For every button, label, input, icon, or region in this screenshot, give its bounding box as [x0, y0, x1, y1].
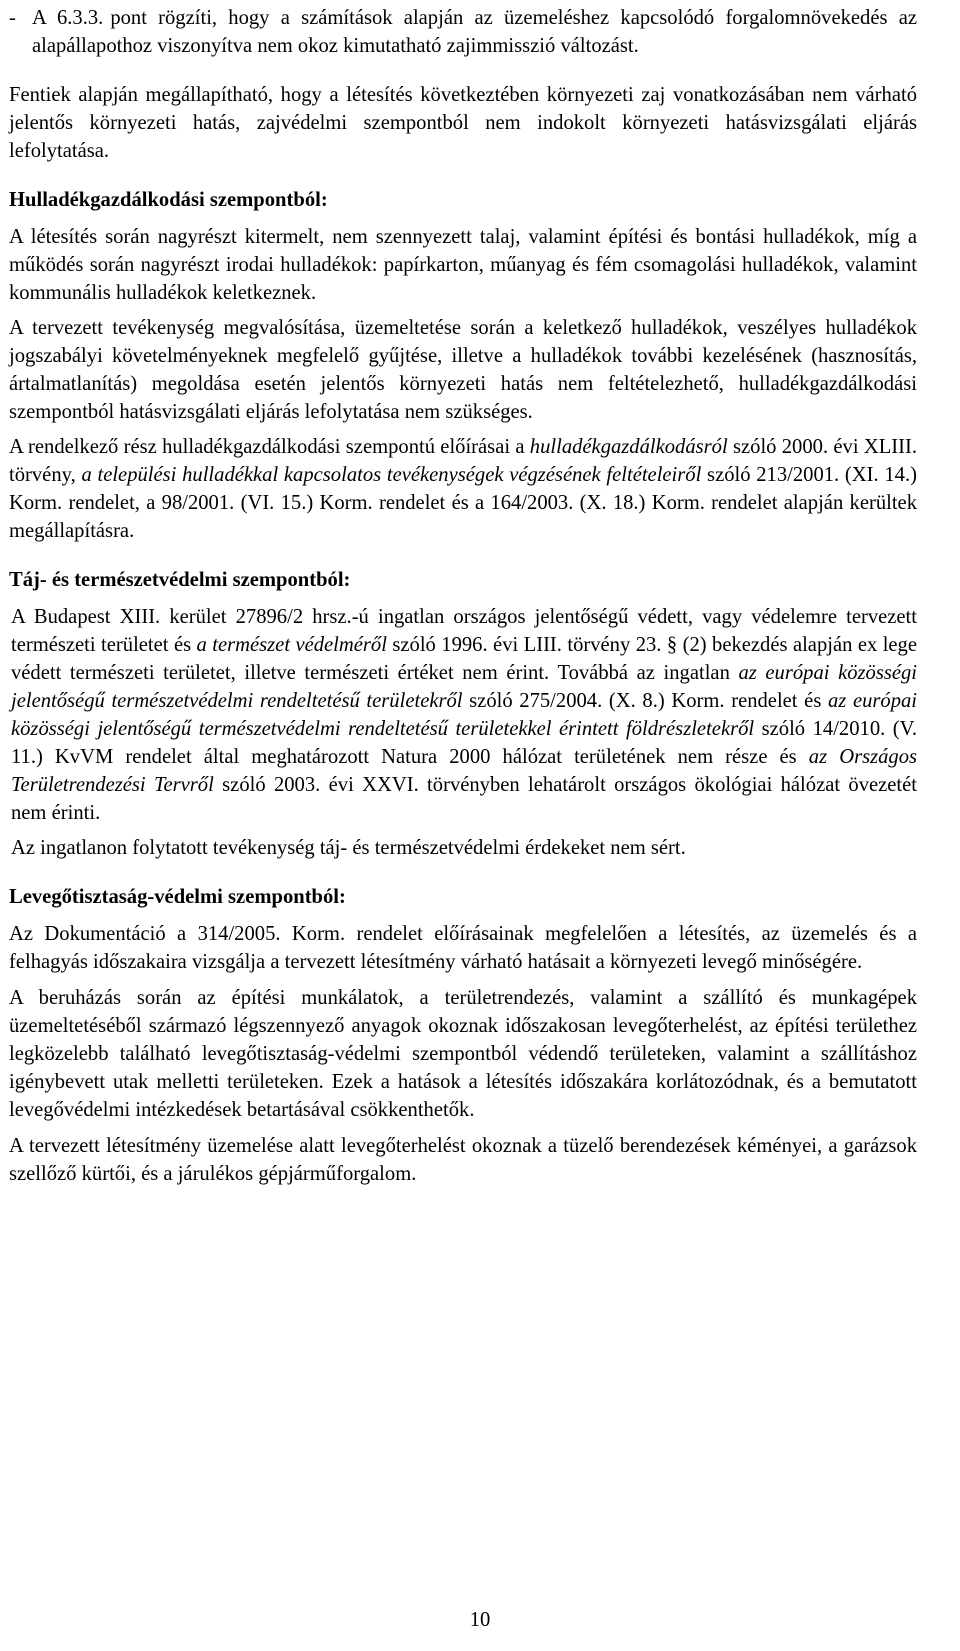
- list-item-text: [32, 4, 917, 60]
- page-number: 10: [469, 1609, 491, 1631]
- waste-paragraph-1: A létesítés során nagyrészt kitermelt, nem szennyezett talaj, valamint építési és bontási hulladékok, míg a működés során nagyrészt irodai hulladékok: papírkarton, műanyag és fém csomagolási hulladékok, valamint kommunális hulladékok keletkeznek.: [9, 226, 917, 304]
- waste-paragraph-3: [9, 433, 917, 545]
- nature-p1-h: az Országos Területrendezési Tervről: [11, 746, 918, 796]
- nature-p1-d: az európai közösségi jelentőségű természetvédelmi rendeltetésű területekről: [11, 662, 918, 712]
- waste-p3-b: hulladékgazdálkodásról: [529, 436, 728, 458]
- list-bullet: -: [9, 7, 16, 29]
- air-heading: Levegőtisztaság-védelmi szempontból:: [9, 886, 346, 908]
- nature-paragraph-1: [9, 603, 917, 827]
- nature-p1-e: szóló 275/2004. (X. 8.) Korm. rendelet és: [462, 690, 828, 712]
- nature-heading: Táj- és természetvédelmi szempontból:: [9, 569, 351, 591]
- waste-p3-d: a települési hulladékkal kapcsolatos tevékenységek végzésének feltételeiről: [81, 464, 702, 486]
- air-paragraph-2: A beruházás során az építési munkálatok, a területrendezés, valamint a szállító és munkagépek üzemeltetéséből származó légszennyező anyagok okoznak időszakosan levegőterhelést, az építési területhez legközelebb található levegőtisztaság-védelmi szempontból védendő területeken, valamint a szállításhoz igénybevett utak melletti területeken. Ezek a hatások a létesítés időszakára korlátozódnak, és a bemutatott levegővédelmi intézkedések betartásával csökkenthetők.: [9, 987, 917, 1121]
- nature-p1-a: A Budapest XIII. kerület 27896/2 hrsz.-ú ingatlan országos jelentőségű védett, vagy védelemre tervezett természeti területet és: [11, 606, 917, 656]
- waste-paragraph-2: A tervezett tevékenység megvalósítása, üzemeltetése során a keletkező hulladékok, veszélyes hulladékok jogszabályi követelményeknek megfelelő gyűjtése, illetve a hulladékok további kezelésének (hasznosítás, ártalmatlanítás) megoldása esetén jelentős környezeti hatás nem feltételezhető, hulladékgazdálkodási szempontból hatásvizsgálati eljárás lefolytatása nem szükséges.: [9, 317, 917, 423]
- waste-p3-e: szóló 213/2001. (XI. 14.) Korm. rendelet, a 98/2001. (VI. 15.) Korm. rendelet és a 164/2003. (X. 18.) Korm. rendelet alapján kerültek megállapításra.: [9, 464, 917, 542]
- air-paragraph-1: Az Dokumentáció a 314/2005. Korm. rendelet előírásainak megfelelően a létesítés, az üzemelés és a felhagyás időszakaira vizsgálja a tervezett létesítmény várható hatásait a környezeti levegő minőségére.: [9, 923, 917, 973]
- intro-paragraph: Fentiek alapján megállapítható, hogy a létesítés következtében környezeti zaj vonatkozásában nem várható jelentős környezeti hatás, zajvédelmi szempontból nem indokolt környezeti hatásvizsgálati eljárás lefolytatása.: [9, 84, 917, 162]
- air-paragraph-3: A tervezett létesítmény üzemelése alatt levegőterhelést okoznak a tüzelő berendezések kéményei, a garázsok szellőző kürtői, és a járulékos gépjárműforgalom.: [9, 1135, 917, 1185]
- waste-heading: Hulladékgazdálkodási szempontból:: [9, 189, 328, 211]
- waste-p3-a: A rendelkező rész hulladékgazdálkodási szempontú előírásai a: [9, 436, 530, 458]
- nature-paragraph-2: Az ingatlanon folytatott tevékenység táj- és természetvédelmi érdekeket nem sért.: [11, 837, 686, 859]
- waste-p3-c: szóló 2000. évi XLIII. törvény,: [9, 436, 917, 486]
- nature-p1-c: szóló 1996. évi LIII. törvény 23. § (2) bekezdés alapján ex lege védett természeti területet, illetve természeti értéket nem érint. Továbbá az ingatlan: [11, 634, 917, 684]
- nature-p1-i: szóló 2003. évi XXVI. törvényben lehatárolt országos ökológiai hálózat övezetét nem érinti.: [11, 774, 917, 824]
- nature-p1-b: a természet védelméről: [196, 634, 387, 656]
- nature-p1-g: szóló 14/2010. (V. 11.) KvVM rendelet által meghatározott Natura 2000 hálózat területének nem része és: [11, 718, 917, 768]
- document-page: [9, 4, 917, 1188]
- list-item: [9, 4, 917, 60]
- list-item-number: A 6.3.3.: [32, 7, 104, 29]
- nature-p1-f: az európai közösségi jelentőségű természetvédelmi rendeltetésű területekkel érintett földrészletekről: [11, 690, 918, 740]
- list-item-body: pont rögzíti, hogy a számítások alapján az üzemeléshez kapcsolódó forgalomnövekedés az alapállapothoz viszonyítva nem okoz kimutatható zajimmisszió változást.: [32, 7, 917, 57]
